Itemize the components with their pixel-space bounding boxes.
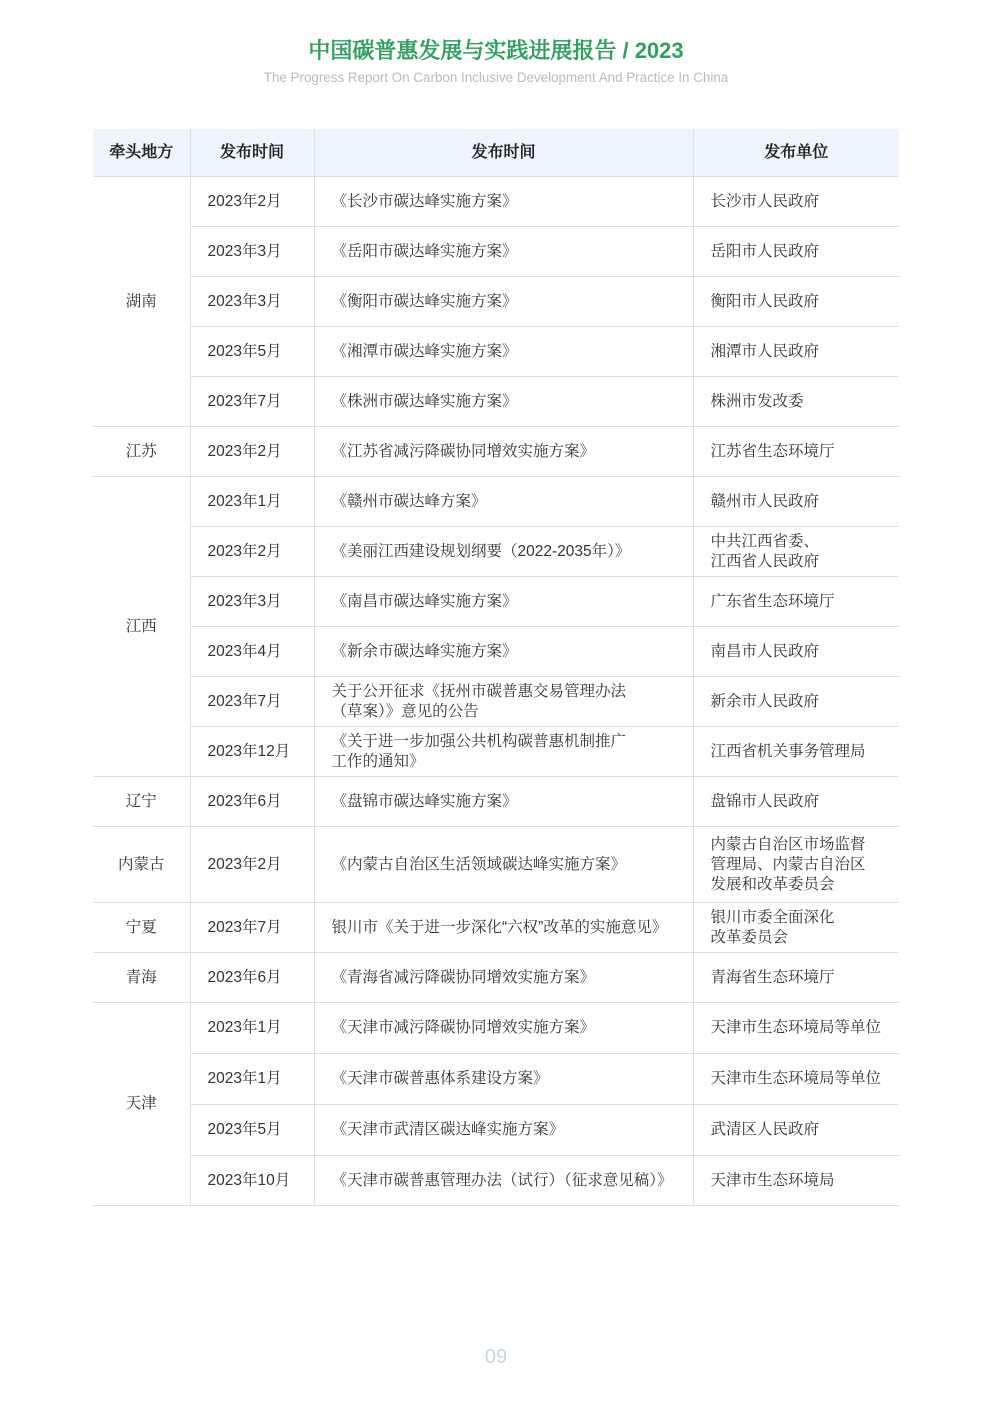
issuer-cell: 新余市人民政府 xyxy=(693,677,899,727)
column-header-date: 发布时间 xyxy=(190,129,314,177)
document-cell: 《江苏省减污降碳协同增效实施方案》 xyxy=(314,427,693,477)
issuer-cell: 南昌市人民政府 xyxy=(693,627,899,677)
document-cell: 《天津市减污降碳协同增效实施方案》 xyxy=(314,1003,693,1054)
region-cell-liaoning: 辽宁 xyxy=(93,777,190,827)
table-row xyxy=(93,427,899,477)
issuer-cell: 长沙市人民政府 xyxy=(693,177,899,227)
document-cell: 《南昌市碳达峰实施方案》 xyxy=(314,577,693,627)
issuer-cell: 武清区人民政府 xyxy=(693,1105,899,1156)
table-row xyxy=(93,1054,899,1105)
table-row xyxy=(93,377,899,427)
issuer-cell: 江西省机关事务管理局 xyxy=(693,727,899,777)
table-row xyxy=(93,1003,899,1054)
table-row xyxy=(93,177,899,227)
region-cell-ningxia: 宁夏 xyxy=(93,903,190,953)
document-cell: 《天津市武清区碳达峰实施方案》 xyxy=(314,1105,693,1156)
date-cell: 2023年3月 xyxy=(190,227,314,277)
document-cell: 《赣州市碳达峰方案》 xyxy=(314,477,693,527)
table-row xyxy=(93,527,899,577)
document-cell: 《新余市碳达峰实施方案》 xyxy=(314,627,693,677)
table-row xyxy=(93,277,899,327)
table-row xyxy=(93,227,899,277)
document-cell: 《岳阳市碳达峰实施方案》 xyxy=(314,227,693,277)
date-cell: 2023年3月 xyxy=(190,577,314,627)
issuer-cell: 青海省生态环境厅 xyxy=(693,953,899,1003)
document-cell: 《关于进一步加强公共机构碳普惠机制推广 工作的通知》 xyxy=(314,727,693,777)
date-cell: 2023年2月 xyxy=(190,427,314,477)
table-row xyxy=(93,827,899,903)
table-row xyxy=(93,677,899,727)
issuer-cell: 天津市生态环境局等单位 xyxy=(693,1054,899,1105)
document-cell: 《天津市碳普惠管理办法（试行）（征求意见稿）》 xyxy=(314,1156,693,1206)
date-cell: 2023年1月 xyxy=(190,477,314,527)
document-cell: 《衡阳市碳达峰实施方案》 xyxy=(314,277,693,327)
document-cell: 银川市《关于进一步深化“六权”改革的实施意见》 xyxy=(314,903,693,953)
table-row xyxy=(93,1105,899,1156)
report-subtitle: The Progress Report On Carbon Inclusive Development And Practice In China xyxy=(263,70,729,85)
table-row xyxy=(93,953,899,1003)
table-row xyxy=(93,777,899,827)
date-cell: 2023年6月 xyxy=(190,777,314,827)
region-cell-jiangsu: 江苏 xyxy=(93,427,190,477)
issuer-cell: 岳阳市人民政府 xyxy=(693,227,899,277)
date-cell: 2023年7月 xyxy=(190,903,314,953)
issuer-cell: 广东省生态环境厅 xyxy=(693,577,899,627)
region-cell-hunan: 湖南 xyxy=(93,177,190,427)
issuer-cell: 天津市生态环境局等单位 xyxy=(693,1003,899,1054)
issuer-cell: 中共江西省委、 江西省人民政府 xyxy=(693,527,899,577)
table-row xyxy=(93,903,899,953)
date-cell: 2023年12月 xyxy=(190,727,314,777)
date-cell: 2023年10月 xyxy=(190,1156,314,1206)
issuer-cell: 内蒙古自治区市场监督 管理局、内蒙古自治区 发展和改革委员会 xyxy=(693,827,899,903)
page-number: 09 xyxy=(484,1346,508,1368)
date-cell: 2023年5月 xyxy=(190,327,314,377)
date-cell: 2023年5月 xyxy=(190,1105,314,1156)
report-title: 中国碳普惠发展与实践进展报告 / 2023 xyxy=(308,38,684,63)
region-cell-tianjin: 天津 xyxy=(93,1003,190,1206)
issuer-cell: 天津市生态环境局 xyxy=(693,1156,899,1206)
issuer-cell: 银川市委全面深化 改革委员会 xyxy=(693,903,899,953)
date-cell: 2023年2月 xyxy=(190,827,314,903)
table-row xyxy=(93,327,899,377)
issuer-cell: 江苏省生态环境厅 xyxy=(693,427,899,477)
document-cell: 《长沙市碳达峰实施方案》 xyxy=(314,177,693,227)
issuer-cell: 盘锦市人民政府 xyxy=(693,777,899,827)
issuer-cell: 赣州市人民政府 xyxy=(693,477,899,527)
date-cell: 2023年1月 xyxy=(190,1054,314,1105)
document-cell: 《美丽江西建设规划纲要（2022-2035年）》 xyxy=(314,527,693,577)
issuer-cell: 衡阳市人民政府 xyxy=(693,277,899,327)
document-cell: 《天津市碳普惠体系建设方案》 xyxy=(314,1054,693,1105)
column-header-region: 牵头地方 xyxy=(93,129,190,177)
document-cell: 《湘潭市碳达峰实施方案》 xyxy=(314,327,693,377)
region-cell-jiangxi: 江西 xyxy=(93,477,190,777)
document-cell: 《青海省减污降碳协同增效实施方案》 xyxy=(314,953,693,1003)
issuer-cell: 湘潭市人民政府 xyxy=(693,327,899,377)
document-cell: 关于公开征求《抚州市碳普惠交易管理办法 （草案）》意见的公告 xyxy=(314,677,693,727)
document-cell: 《内蒙古自治区生活领域碳达峰实施方案》 xyxy=(314,827,693,903)
policy-table xyxy=(93,129,899,1206)
table-row xyxy=(93,577,899,627)
date-cell: 2023年6月 xyxy=(190,953,314,1003)
document-cell: 《株洲市碳达峰实施方案》 xyxy=(314,377,693,427)
table-row xyxy=(93,727,899,777)
region-cell-qinghai: 青海 xyxy=(93,953,190,1003)
issuer-cell: 株洲市发改委 xyxy=(693,377,899,427)
table-row xyxy=(93,1156,899,1206)
column-header-issuer: 发布单位 xyxy=(693,129,899,177)
date-cell: 2023年4月 xyxy=(190,627,314,677)
date-cell: 2023年2月 xyxy=(190,177,314,227)
date-cell: 2023年7月 xyxy=(190,677,314,727)
date-cell: 2023年2月 xyxy=(190,527,314,577)
region-cell-inner-mongolia: 内蒙古 xyxy=(93,827,190,903)
document-cell: 《盘锦市碳达峰实施方案》 xyxy=(314,777,693,827)
table-header-row xyxy=(93,129,899,177)
table-row xyxy=(93,477,899,527)
date-cell: 2023年1月 xyxy=(190,1003,314,1054)
date-cell: 2023年7月 xyxy=(190,377,314,427)
date-cell: 2023年3月 xyxy=(190,277,314,327)
table-row xyxy=(93,627,899,677)
column-header-document: 发布时间 xyxy=(314,129,693,177)
